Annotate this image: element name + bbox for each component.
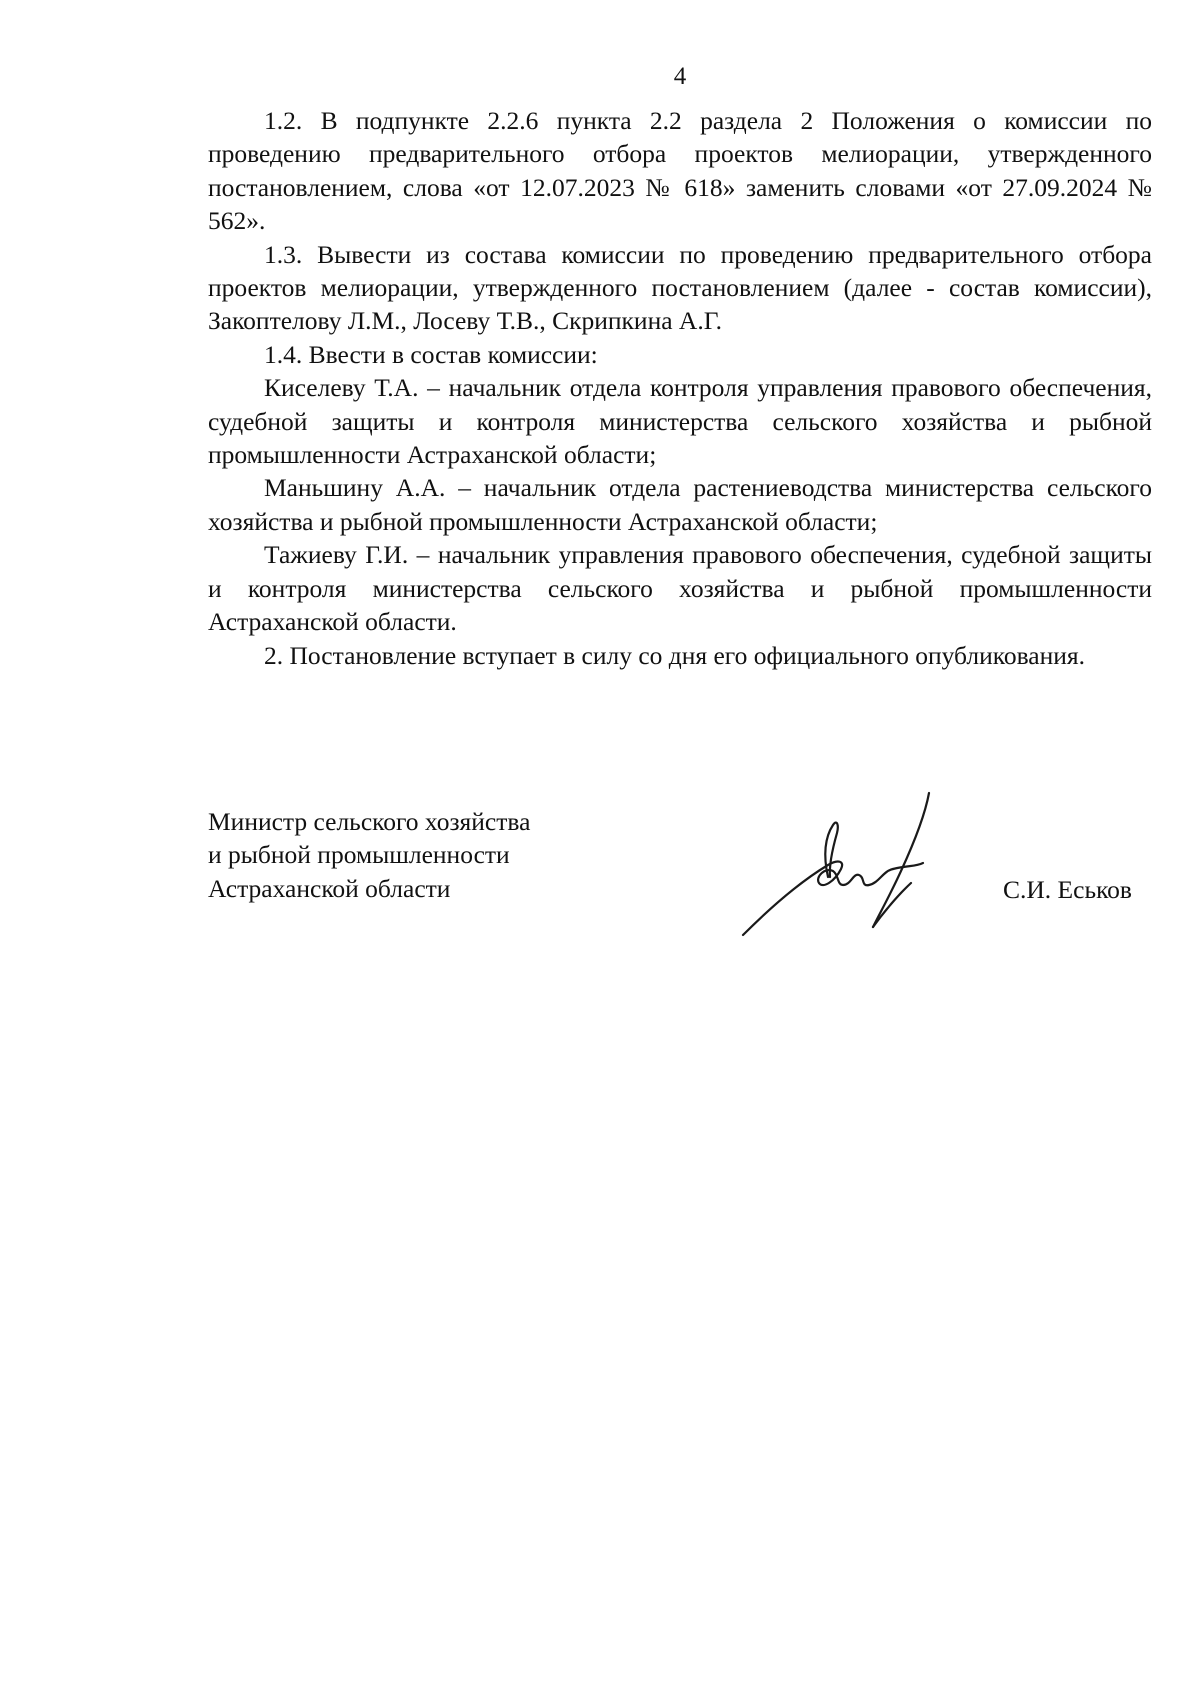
commission-member-manshina: Маньшину А.А. – начальник отдела растениеводства министерства сельского хозяйства и рыбной промышленности Астраханской области; bbox=[208, 473, 1152, 536]
page-number: 4 bbox=[673, 63, 687, 90]
signer-title-line: Министр сельского хозяйства bbox=[208, 807, 531, 836]
signer-name: С.И. Еськов bbox=[1003, 875, 1132, 904]
paragraph-1-2: 1.2. В подпункте 2.2.6 пункта 2.2 раздела 2 Положения о комиссии по проведению предварительного отбора проектов мелиорации, утвержденного постановлением, слова «от 12.07.2023 № 618» заменить словами «от 27.09.2024 № 562». bbox=[208, 106, 1152, 236]
commission-member-tazhieva: Тажиеву Г.И. – начальник управления правового обеспечения, судебной защиты и контроля министерства сельского хозяйства и рыбной промышленности Астраханской области. bbox=[208, 540, 1152, 637]
signer-title-line: Астраханской области bbox=[208, 873, 451, 903]
paragraph-1-4: 1.4. Ввести в состав комиссии: bbox=[264, 339, 598, 369]
signer-title-line: и рыбной промышленности bbox=[208, 840, 510, 870]
commission-member-kiseleva: Киселеву Т.А. – начальник отдела контроля управления правового обеспечения, судебной защиты и контроля министерства сельского хозяйства и рыбной промышленности Астраханской области; bbox=[208, 373, 1152, 470]
signature-block bbox=[208, 805, 1158, 945]
paragraph-2-effective-date: 2. Постановление вступает в силу со дня его официального опубликования. bbox=[264, 640, 1085, 670]
document-body bbox=[208, 104, 1152, 672]
paragraph-1-3: 1.3. Вывести из состава комиссии по проведению предварительного отбора проектов мелиорации, утвержденного постановлением (далее - состав комиссии), Закоптелову Л.М., Лосеву Т.В., Скрипкина А.Г. bbox=[208, 239, 1152, 336]
signer-title bbox=[208, 805, 530, 905]
handwritten-signature bbox=[733, 785, 953, 945]
